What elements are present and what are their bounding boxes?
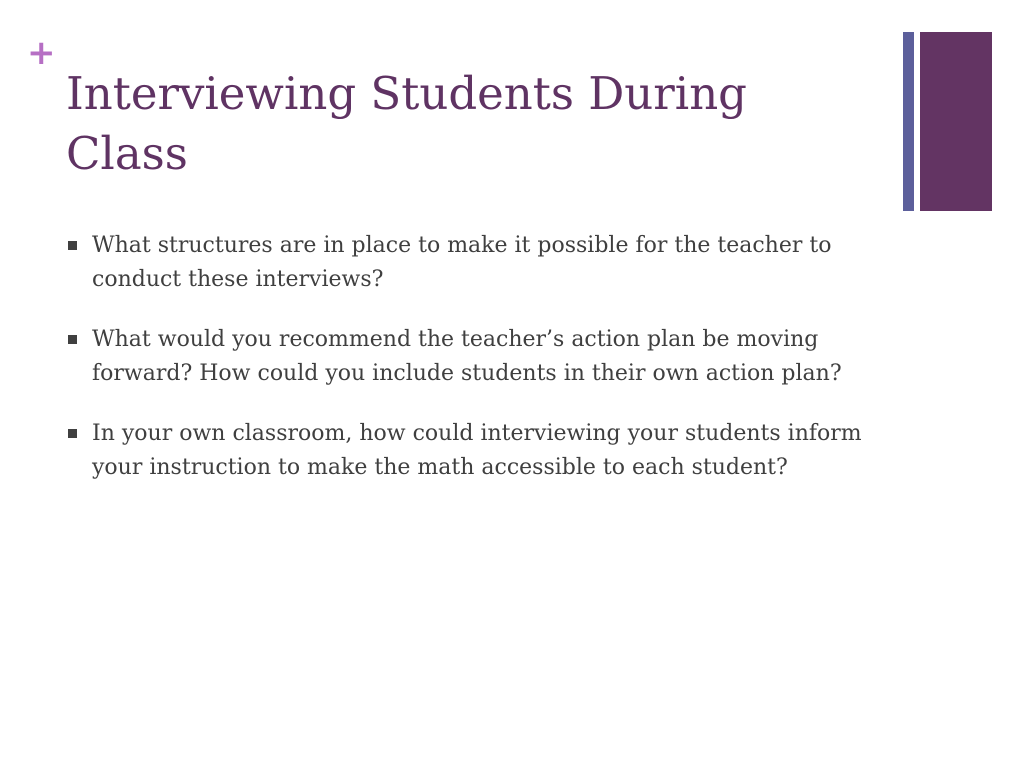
accent-bar-wide: [920, 32, 992, 211]
bullet-list: [66, 229, 906, 511]
square-bullet-icon: [68, 335, 77, 344]
square-bullet-icon: [68, 241, 77, 250]
bullet-item: [66, 323, 906, 391]
bullet-item: [66, 229, 906, 297]
bullet-text: What would you recommend the teacher’s action plan be moving forward? How could you include students in their own action plan?: [92, 327, 842, 386]
square-bullet-icon: [68, 429, 77, 438]
bullet-item: [66, 417, 906, 485]
bullet-text: What structures are in place to make it possible for the teacher to conduct these interviews?: [92, 233, 832, 292]
slide-title: Interviewing Students During Class: [66, 67, 747, 180]
bullet-text: In your own classroom, how could interviewing your students inform your instruction to make the math accessible to each student?: [92, 421, 862, 480]
accent-bar-thin: [903, 32, 914, 211]
plus-icon: +: [27, 33, 56, 73]
